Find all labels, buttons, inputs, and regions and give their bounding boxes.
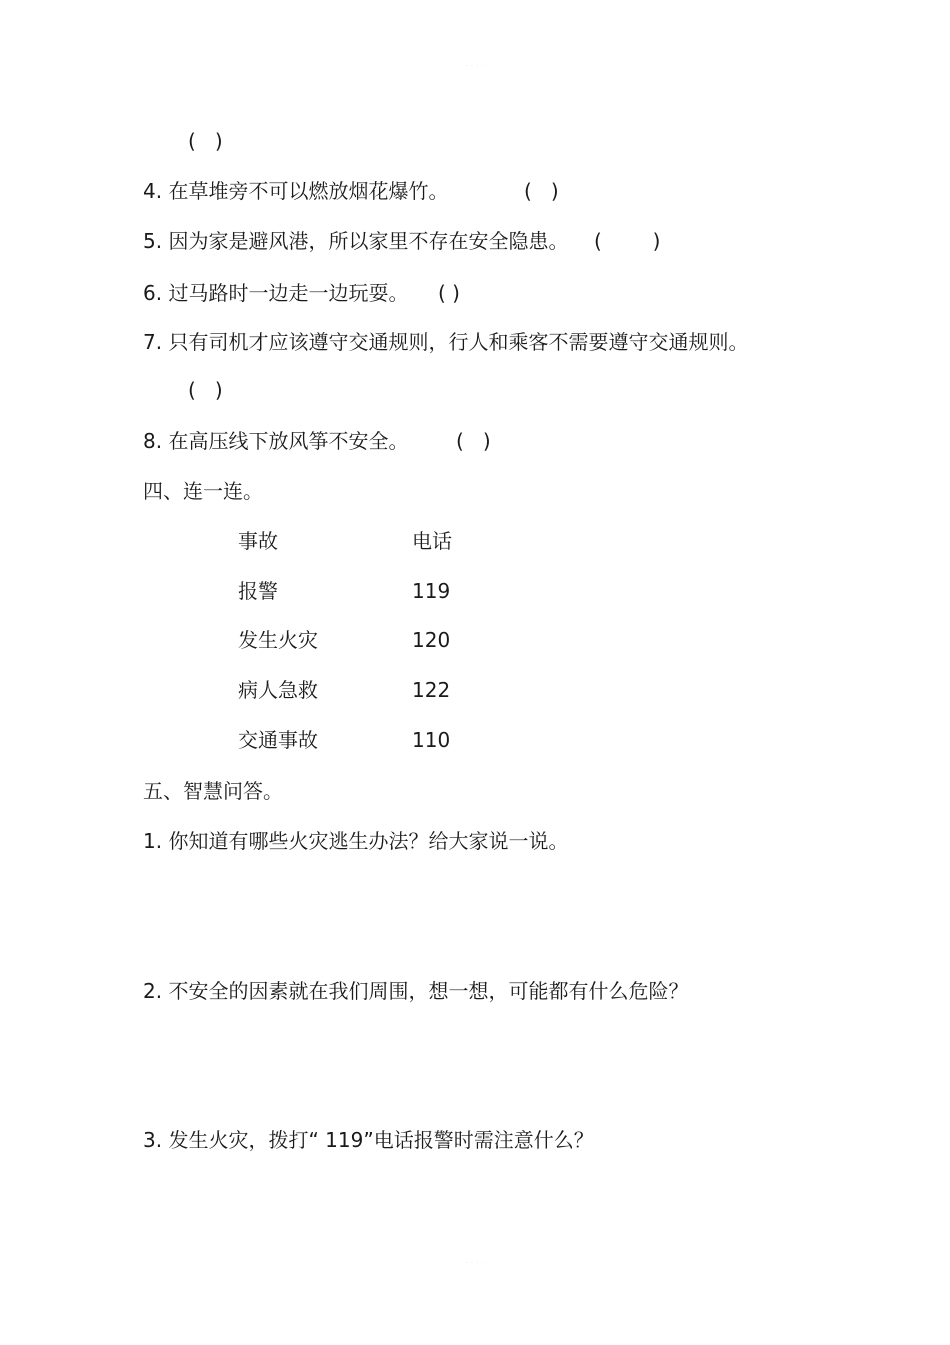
matching-phone: 120	[412, 628, 451, 652]
question-3: 3. 发生火灾，拨打“ 119”电话报警时需注意什么？	[143, 1128, 594, 1152]
judgement-item-8: 8. 在高压线下放风筝不安全。	[143, 429, 409, 453]
question-2: 2. 不安全的因素就在我们周围，想一想，可能都有什么危险？	[143, 979, 689, 1003]
footer-mark: · · · ·	[465, 1260, 485, 1266]
answer-blank-item-3: ( )	[188, 129, 223, 153]
header-mark: · · · ·	[465, 63, 485, 69]
matching-accident: 交通事故	[238, 728, 318, 752]
matching-phone: 122	[412, 678, 451, 702]
judgement-item-4: 4. 在草堆旁不可以燃放烟花爆竹。	[143, 179, 449, 203]
judgement-item-5: 5. 因为家是避风港，所以家里不存在安全隐患。	[143, 229, 569, 253]
matching-header-accident: 事故	[238, 529, 278, 553]
answer-blank-item-8: ( )	[456, 429, 491, 453]
judgement-item-6: 6. 过马路时一边走一边玩耍。	[143, 281, 409, 305]
answer-blank-item-4: ( )	[524, 179, 559, 203]
answer-blank-item-5: ( )	[594, 229, 661, 253]
answer-blank-item-6: ( )	[438, 281, 460, 305]
matching-accident: 报警	[238, 579, 278, 603]
judgement-item-7: 7. 只有司机才应该遵守交通规则，行人和乘客不需要遵守交通规则。	[143, 330, 749, 354]
section-4-title: 四、连一连。	[143, 479, 263, 503]
matching-header-phone: 电话	[412, 529, 452, 553]
matching-phone: 119	[412, 579, 451, 603]
matching-accident: 病人急救	[238, 678, 318, 702]
matching-accident: 发生火灾	[238, 628, 318, 652]
matching-phone: 110	[412, 728, 451, 752]
question-1: 1. 你知道有哪些火灾逃生办法？给大家说一说。	[143, 829, 569, 853]
section-5-title: 五、智慧问答。	[143, 779, 283, 803]
answer-blank-item-7: ( )	[188, 378, 223, 402]
